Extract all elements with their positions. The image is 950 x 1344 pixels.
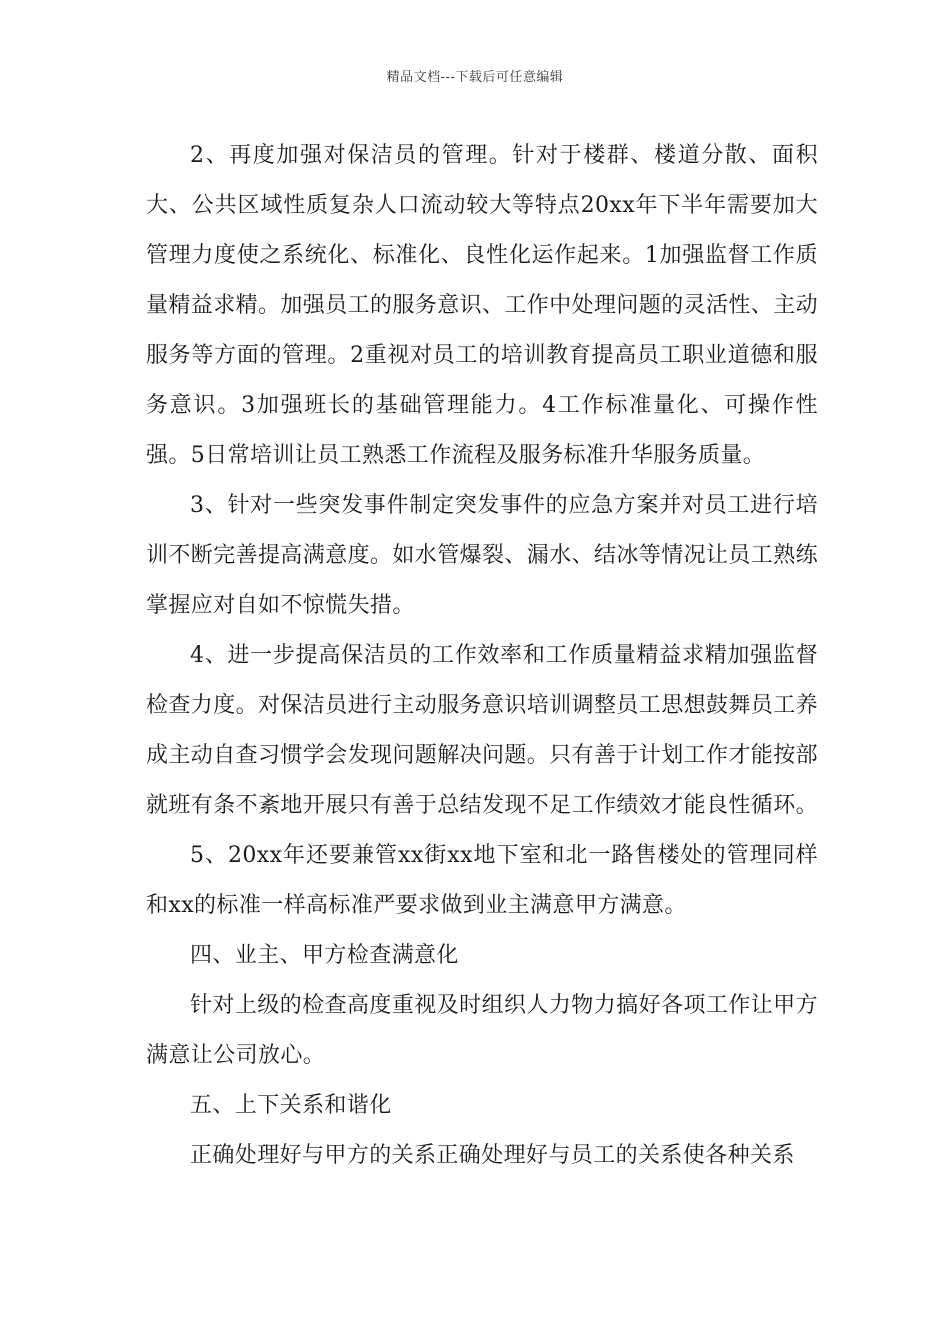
paragraph-item-3: 3、针对一些突发事件制定突发事件的应急方案并对员工进行培训不断完善提高满意度。如水管爆裂、漏水、结冰等情况让员工熟练掌握应对自如不惊慌失措。 bbox=[146, 493, 819, 618]
paragraph-item-4: 4、进一步提高保洁员的工作效率和工作质量精益求精加强监督检查力度。对保洁员进行主动服务意识培训调整员工思想鼓舞员工养成主动自查习惯学会发现问题解决问题。只有善于计划工作才能按部就班有条不紊地开展只有善于总结发现不足工作绩效才能良性循环。 bbox=[146, 643, 819, 818]
document-body bbox=[146, 131, 818, 1181]
section-paragraph-5: 正确处理好与甲方的关系正确处理好与员工的关系使各种关系 bbox=[190, 1143, 795, 1168]
section-heading-5: 五、上下关系和谐化 bbox=[190, 1093, 392, 1118]
page-header: 精品文档---下载后可任意编辑 bbox=[386, 70, 564, 85]
paragraph-item-2: 2、再度加强对保洁员的管理。针对于楼群、楼道分散、面积大、公共区域性质复杂人口流动较大等特点20xx年下半年需要加大管理力度使之系统化、标准化、良性化运作起来。1加强监督工作质量精益求精。加强员工的服务意识、工作中处理问题的灵活性、主动服务等方面的管理。2重视对员工的培训教育提高员工职业道德和服务意识。3加强班长的基础管理能力。4工作标准量化、可操作性强。5日常培训让员工熟悉工作流程及服务标准升华服务质量。 bbox=[146, 143, 819, 468]
paragraph-item-5: 5、20xx年还要兼管xx街xx地下室和北一路售楼处的管理同样和xx的标准一样高标准严要求做到业主满意甲方满意。 bbox=[146, 843, 818, 918]
section-paragraph-4: 针对上级的检查高度重视及时组织人力物力搞好各项工作让甲方满意让公司放心。 bbox=[146, 993, 818, 1068]
section-heading-4: 四、业主、甲方检查满意化 bbox=[190, 943, 459, 968]
